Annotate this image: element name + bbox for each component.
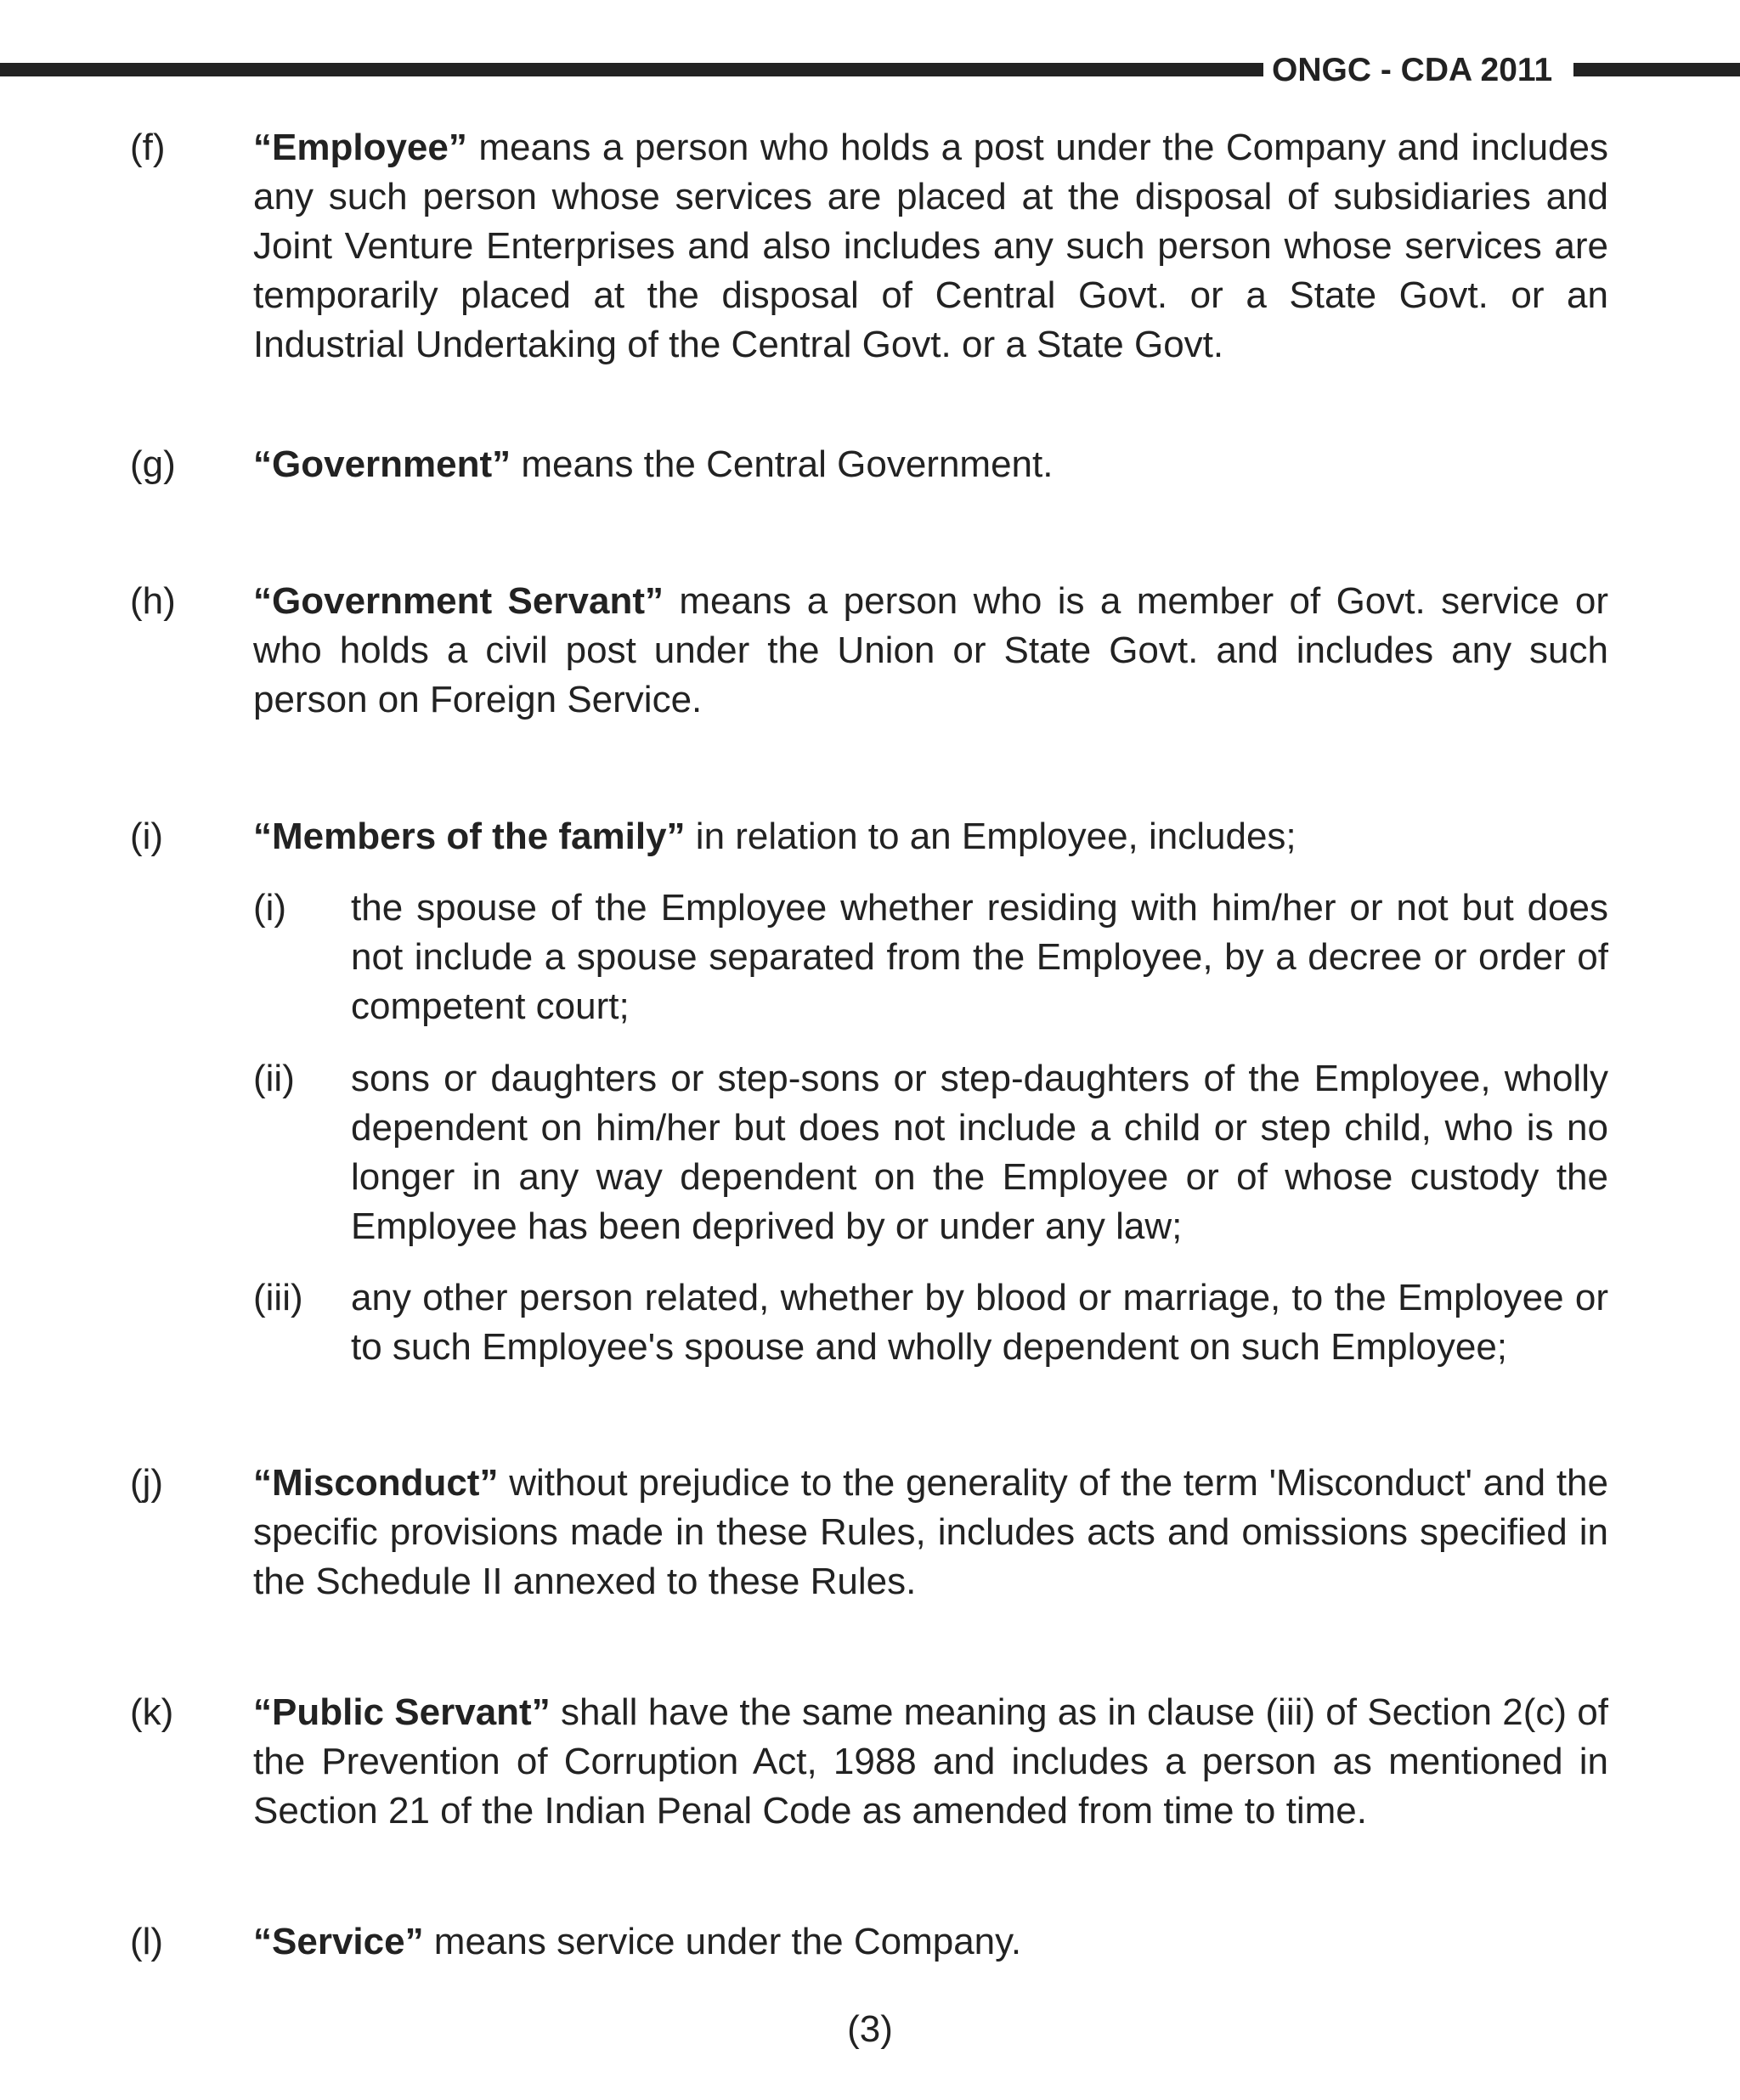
clause-text <box>253 577 1608 725</box>
page-number: (3) <box>847 2008 893 2050</box>
definition-text: without prejudice to the generality of the term 'Misconduct' and the specific provisions made in these Rules, includes acts and omissions specified in the Schedule II annexed to these Rules. <box>253 1462 1608 1602</box>
clause-text <box>253 123 1608 370</box>
definition-text: shall have the same meaning as in clause (iii) of Section 2(c) of the Prevention of Corruption Act, 1988 and includes a person as mentioned in Section 21 of the Indian Penal Code as amended from time to time. <box>253 1691 1608 1832</box>
clause-label: (j) <box>130 1462 164 1504</box>
subclause-label: (ii) <box>253 1058 295 1099</box>
defined-term: “Misconduct” <box>253 1462 499 1504</box>
clause-text <box>253 440 1608 489</box>
clause-label: (f) <box>130 127 166 168</box>
header-rule-left <box>0 63 1263 76</box>
clause-label: (l) <box>130 1921 164 1962</box>
defined-term: “Government Servant” <box>253 580 664 622</box>
definition-text: means a person who is a member of Govt. service or who holds a civil post under the Union or State Govt. and includes any such person on Foreign Service. <box>253 580 1608 720</box>
subclause-text: the spouse of the Employee whether residing with him/her or not but does not include a spouse separated from the Employee, by a decree or order of competent court; <box>351 887 1608 1027</box>
defined-term: “Employee” <box>253 127 467 168</box>
definition-text: means a person who holds a post under the Company and includes any such person whose services are placed at the disposal of subsidiaries and Joint Venture Enterprises and also includes any such person whose services are temporarily placed at the disposal of Central Govt. or a State Govt. or an Industrial Undertaking of the Central Govt. or a State Govt. <box>253 127 1608 365</box>
definition-text: means the Central Government. <box>511 443 1054 485</box>
header-rule-right <box>1573 63 1740 76</box>
subclause-label: (iii) <box>253 1277 303 1318</box>
subclause-text: any other person related, whether by blood or marriage, to the Employee or to such Employee's spouse and wholly dependent on such Employee; <box>351 1277 1608 1368</box>
document-header-title: ONGC - CDA 2011 <box>1272 52 1553 88</box>
defined-term: “Public Servant” <box>253 1691 551 1733</box>
clause-text <box>253 1688 1608 1836</box>
defined-term: “Service” <box>253 1921 424 1962</box>
clause-label: (k) <box>130 1691 174 1733</box>
subclause-text: sons or daughters or step-sons or step-daughters of the Employee, wholly dependent on him/her but does not include a child or step child, who is no longer in any way dependent on the Employee or of whose custody the Employee has been deprived by or under any law; <box>351 1058 1608 1247</box>
subclause-label: (i) <box>253 887 287 929</box>
definition-text: in relation to an Employee, includes; <box>685 816 1297 857</box>
clause-text <box>253 1917 1608 1967</box>
clause-text <box>253 1459 1608 1606</box>
defined-term: “Members of the family” <box>253 816 686 857</box>
definition-text: means service under the Company. <box>423 1921 1022 1962</box>
clause-label: (g) <box>130 443 176 485</box>
clause-label: (i) <box>130 816 164 857</box>
clause-label: (h) <box>130 580 176 622</box>
clause-text <box>253 812 1608 861</box>
defined-term: “Government” <box>253 443 511 485</box>
